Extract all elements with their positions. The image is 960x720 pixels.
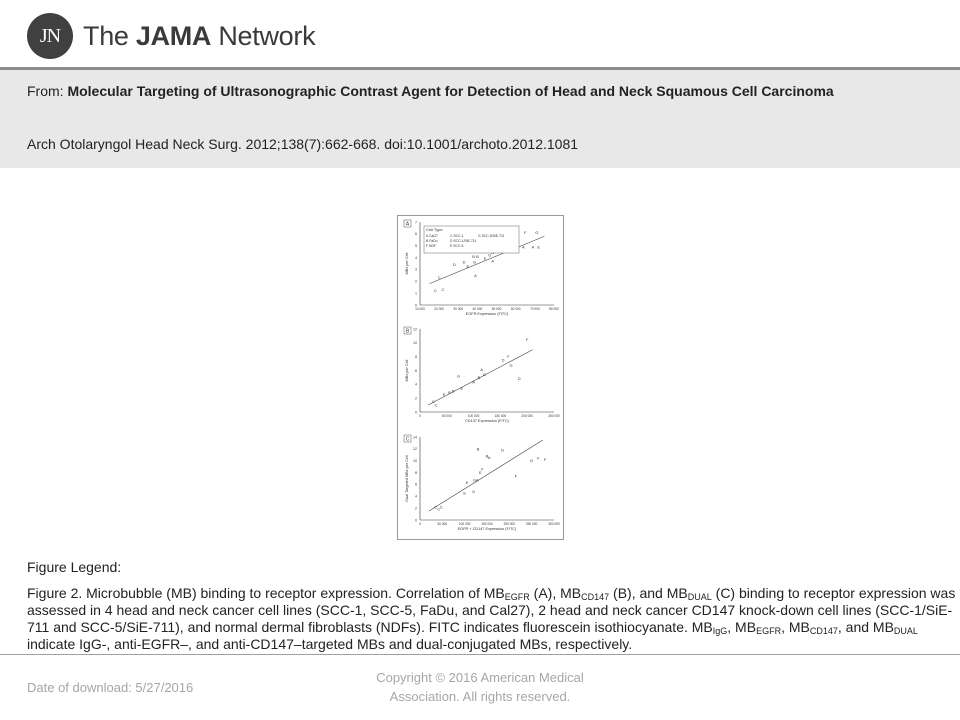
panel-c-x-tick-label: 50 000 <box>437 522 448 526</box>
panel-b-data-point: B <box>448 390 451 396</box>
cell-type-legend-entry: B FaDu <box>426 239 438 243</box>
article-title[interactable]: Molecular Targeting of Ultrasonographic Contrast Agent for Detection of Head and Neck Squamous Cell Carcinoma <box>67 83 834 99</box>
panel-a-y-tick-label: 0 <box>415 303 417 308</box>
panel-a-data-point: C <box>437 275 441 281</box>
cell-type-legend-entry: E SCC-5 <box>450 244 464 248</box>
panel-a-y-tick-label: 2 <box>415 279 417 284</box>
panel-b-y-tick-label: 8 <box>415 354 417 359</box>
cell-type-legend-entry: F NDF <box>426 244 436 248</box>
panel-b-data-point: E <box>442 392 446 398</box>
from-label: From: <box>27 83 64 99</box>
panel-b-data-point: B <box>477 374 481 380</box>
panel-a-y-tick-label: 3 <box>415 267 417 272</box>
panel-c-x-tick-label: 250 000 <box>525 522 538 526</box>
cell-type-legend-title: Cell Type <box>426 227 443 232</box>
panel-b-data-point: G <box>482 372 486 378</box>
panel-a-y-tick-label: 5 <box>415 244 417 249</box>
jn-logo-mark: JN <box>27 13 73 59</box>
panel-c-data-point: A <box>475 477 479 483</box>
panel-a-x-tick-label: 50 000 <box>491 307 502 311</box>
panel-c-y-tick-label: 0 <box>415 518 417 523</box>
panel-b-data-point: A <box>472 379 475 385</box>
panel-a-data-point: F <box>524 230 527 236</box>
figure-svg <box>398 216 563 539</box>
panel-c-trend-line <box>429 440 543 511</box>
panel-c-data-point: E <box>465 480 469 486</box>
panel-a-data-point: C <box>433 288 437 294</box>
panel-b-x-tick-label: 150 000 <box>494 414 507 418</box>
panel-a-data-point: E <box>537 244 541 250</box>
panel-c-data-point: B <box>485 453 489 459</box>
panel-a-x-tick-label: 70 000 <box>529 307 540 311</box>
jama-network-logo <box>27 13 315 59</box>
panel-c-x-tick-label: 0 <box>419 522 421 526</box>
panel-b-data-point: G <box>457 373 461 379</box>
panel-b-letter: B <box>405 328 410 335</box>
panel-b-data-point: G <box>509 362 513 368</box>
panel-c-x-tick-label: 150 000 <box>481 522 493 526</box>
panel-a-y-tick-label: 4 <box>415 255 417 260</box>
panel-c-data-point: D <box>530 458 534 464</box>
panel-a-data-point: E <box>483 256 487 262</box>
panel-b-data-point: C <box>431 399 435 405</box>
panel-a-data-point: E <box>466 263 470 269</box>
panel-b-data-point: D <box>517 376 521 382</box>
panel-c-data-point: F <box>481 466 484 472</box>
panel-c-y-tick-label: 6 <box>415 482 417 487</box>
footer-divider <box>0 654 960 655</box>
figure-legend-title: Figure Legend: <box>27 559 122 575</box>
panel-c-data-point: G <box>472 488 476 494</box>
brand-name <box>83 21 315 52</box>
panel-c-data-point: D <box>501 447 505 453</box>
panel-b-y-tick-label: 4 <box>415 382 417 387</box>
panel-c-x-tick-label: 200 000 <box>503 522 516 526</box>
panel-c-letter: C <box>405 436 410 443</box>
panel-c-y-tick-label: 8 <box>415 470 417 475</box>
panel-c-data-point: F <box>543 456 547 462</box>
copyright-notice: Copyright © 2016 American Medical Association. All rights reserved. <box>376 670 584 704</box>
panel-a-y-tick-label: 1 <box>415 291 417 296</box>
citation-from <box>27 81 933 101</box>
panel-b-y-tick-label: 6 <box>415 368 417 373</box>
panel-b-x-tick-label: 100 000 <box>467 414 480 418</box>
panel-a-data-point: G <box>535 230 539 236</box>
journal-citation: Arch Otolaryngol Head Neck Surg. 2012;138(7):662-668. doi:10.1001/archoto.2012.1081 <box>27 136 579 152</box>
panel-c-y-tick-label: 10 <box>413 459 417 464</box>
panel-b-data-point: C <box>434 402 438 408</box>
download-date: Date of download: 5/27/2016 <box>27 680 194 695</box>
panel-a-x-tick-label: 20 000 <box>434 307 445 311</box>
panel-a-x-tick-label: 80 000 <box>549 307 559 311</box>
cell-type-legend-entry: A Cal27 <box>426 234 438 238</box>
panel-a-x-tick-label: 30 000 <box>453 307 464 311</box>
panel-b-y-axis-label: MBs per Cell <box>405 359 409 382</box>
panel-c-data-point: C <box>434 504 438 510</box>
panel-c-data-point: G <box>472 477 477 483</box>
panel-c-y-tick-label: 2 <box>415 506 417 511</box>
panel-b-y-tick-label: 2 <box>415 396 417 401</box>
panel-c-data-point: F <box>514 473 518 479</box>
panel-b-data-point: D <box>451 388 455 394</box>
panel-b-data-point: F <box>525 336 529 342</box>
cell-type-legend-entry: G SCC-5/SiE-711 <box>478 234 505 238</box>
panel-c-y-tick-label: 4 <box>415 494 417 499</box>
brand-suffix: Network <box>218 20 316 51</box>
panel-a-data-point: A <box>491 258 495 264</box>
panel-a-data-point: A <box>531 244 535 250</box>
panel-c-x-axis-label: EGFR + CD147 Expression (FITC) <box>457 527 517 531</box>
panel-c-data-point: E <box>463 490 467 496</box>
panel-a-data-point: A <box>522 244 525 250</box>
cell-type-legend-entry: C SCC-1 <box>450 234 464 238</box>
panel-a-data-point: B <box>476 253 479 259</box>
panel-c-x-tick-label: 100 000 <box>458 522 471 526</box>
panel-c-data-point: C <box>439 504 443 510</box>
panel-a-y-tick-label: 7 <box>415 220 417 225</box>
panel-a-data-point: A <box>474 272 477 278</box>
cell-type-legend-entry: D SCC-1/SiE-711 <box>450 239 477 243</box>
panel-c-x-tick-label: 300 000 <box>548 522 560 526</box>
panel-a-x-tick-label: 10 000 <box>415 307 425 311</box>
panel-b-data-point: E <box>460 385 464 391</box>
panel-b-data-point: D <box>501 357 505 363</box>
panel-a-y-tick-label: 6 <box>415 232 417 237</box>
panel-a-x-axis-label: EGFR Expression (FITC) <box>465 312 509 316</box>
panel-b-x-tick-label: 50 000 <box>441 414 452 418</box>
panel-c-data-point: F <box>537 455 540 461</box>
panel-a-data-point: D <box>462 259 466 265</box>
panel-c-y-axis-label: Dual Targeted MBs per Cell <box>405 455 409 502</box>
panel-c-data-point: B <box>476 446 480 452</box>
brand-bold: JAMA <box>135 20 212 51</box>
figure-legend-text: Figure 2. Microbubble (MB) binding to receptor expression. Correlation of $MB_{EGFR}$ (A), $MB_{CD147}$ (B), and $MB_{DUAL}$ (C) binding to receptor expression was assessed in 4 head and neck cancer cell lines (SCC-1, SCC-5, FaDu, and Cal27), 2 head and neck cancer CD147 knock-down cell lines (SCC-1/SiE-711 and SCC-5/SiE-711), and normal dermal fibroblasts (NDFs). FITC indicates fluorescein isothiocyanate. $MB_{IgG}$, $MB_{EGFR}$, $MB_{CD147}$, and $MB_{DUAL}$ indicate IgG-, anti-EGFR–, and anti-CD147–targeted MBs and dual-conjugated MBs, respectively. <box>27 585 956 652</box>
panel-a-y-axis-label: MBs per Cell <box>405 252 409 275</box>
panel-c-data-point: E <box>478 469 482 475</box>
panel-b-x-tick-label: 250 000 <box>548 414 560 418</box>
panel-b-y-tick-label: 12 <box>413 327 417 332</box>
panel-b-x-tick-label: 200 000 <box>521 414 533 418</box>
panel-a-data-point: D <box>453 262 456 268</box>
panel-c-data-point: A <box>487 455 491 461</box>
panel-a-x-tick-label: 60 000 <box>510 307 521 311</box>
panel-c-y-tick-label: 12 <box>413 447 417 452</box>
panel-a-data-point: G <box>472 259 477 265</box>
figure-image <box>397 215 564 540</box>
panel-c-data-point: C <box>437 506 441 512</box>
panel-a-data-point: G <box>488 252 492 258</box>
panel-b-data-point: F <box>507 354 510 360</box>
panel-a-x-tick-label: 40 000 <box>472 307 483 311</box>
panel-c-y-tick-label: 14 <box>413 435 417 440</box>
brand-prefix: The <box>83 20 129 51</box>
panel-b-y-tick-label: 10 <box>413 341 417 346</box>
panel-b-x-axis-label: CD147 Expression (FITC) <box>465 419 509 423</box>
panel-b-x-tick-label: 0 <box>419 414 421 418</box>
panel-a-letter: A <box>405 221 410 228</box>
panel-a-data-point: C <box>441 286 445 292</box>
panel-b-data-point: A <box>480 367 483 373</box>
panel-b-y-tick-label: 0 <box>415 410 417 415</box>
panel-a-data-point: B <box>472 253 475 259</box>
